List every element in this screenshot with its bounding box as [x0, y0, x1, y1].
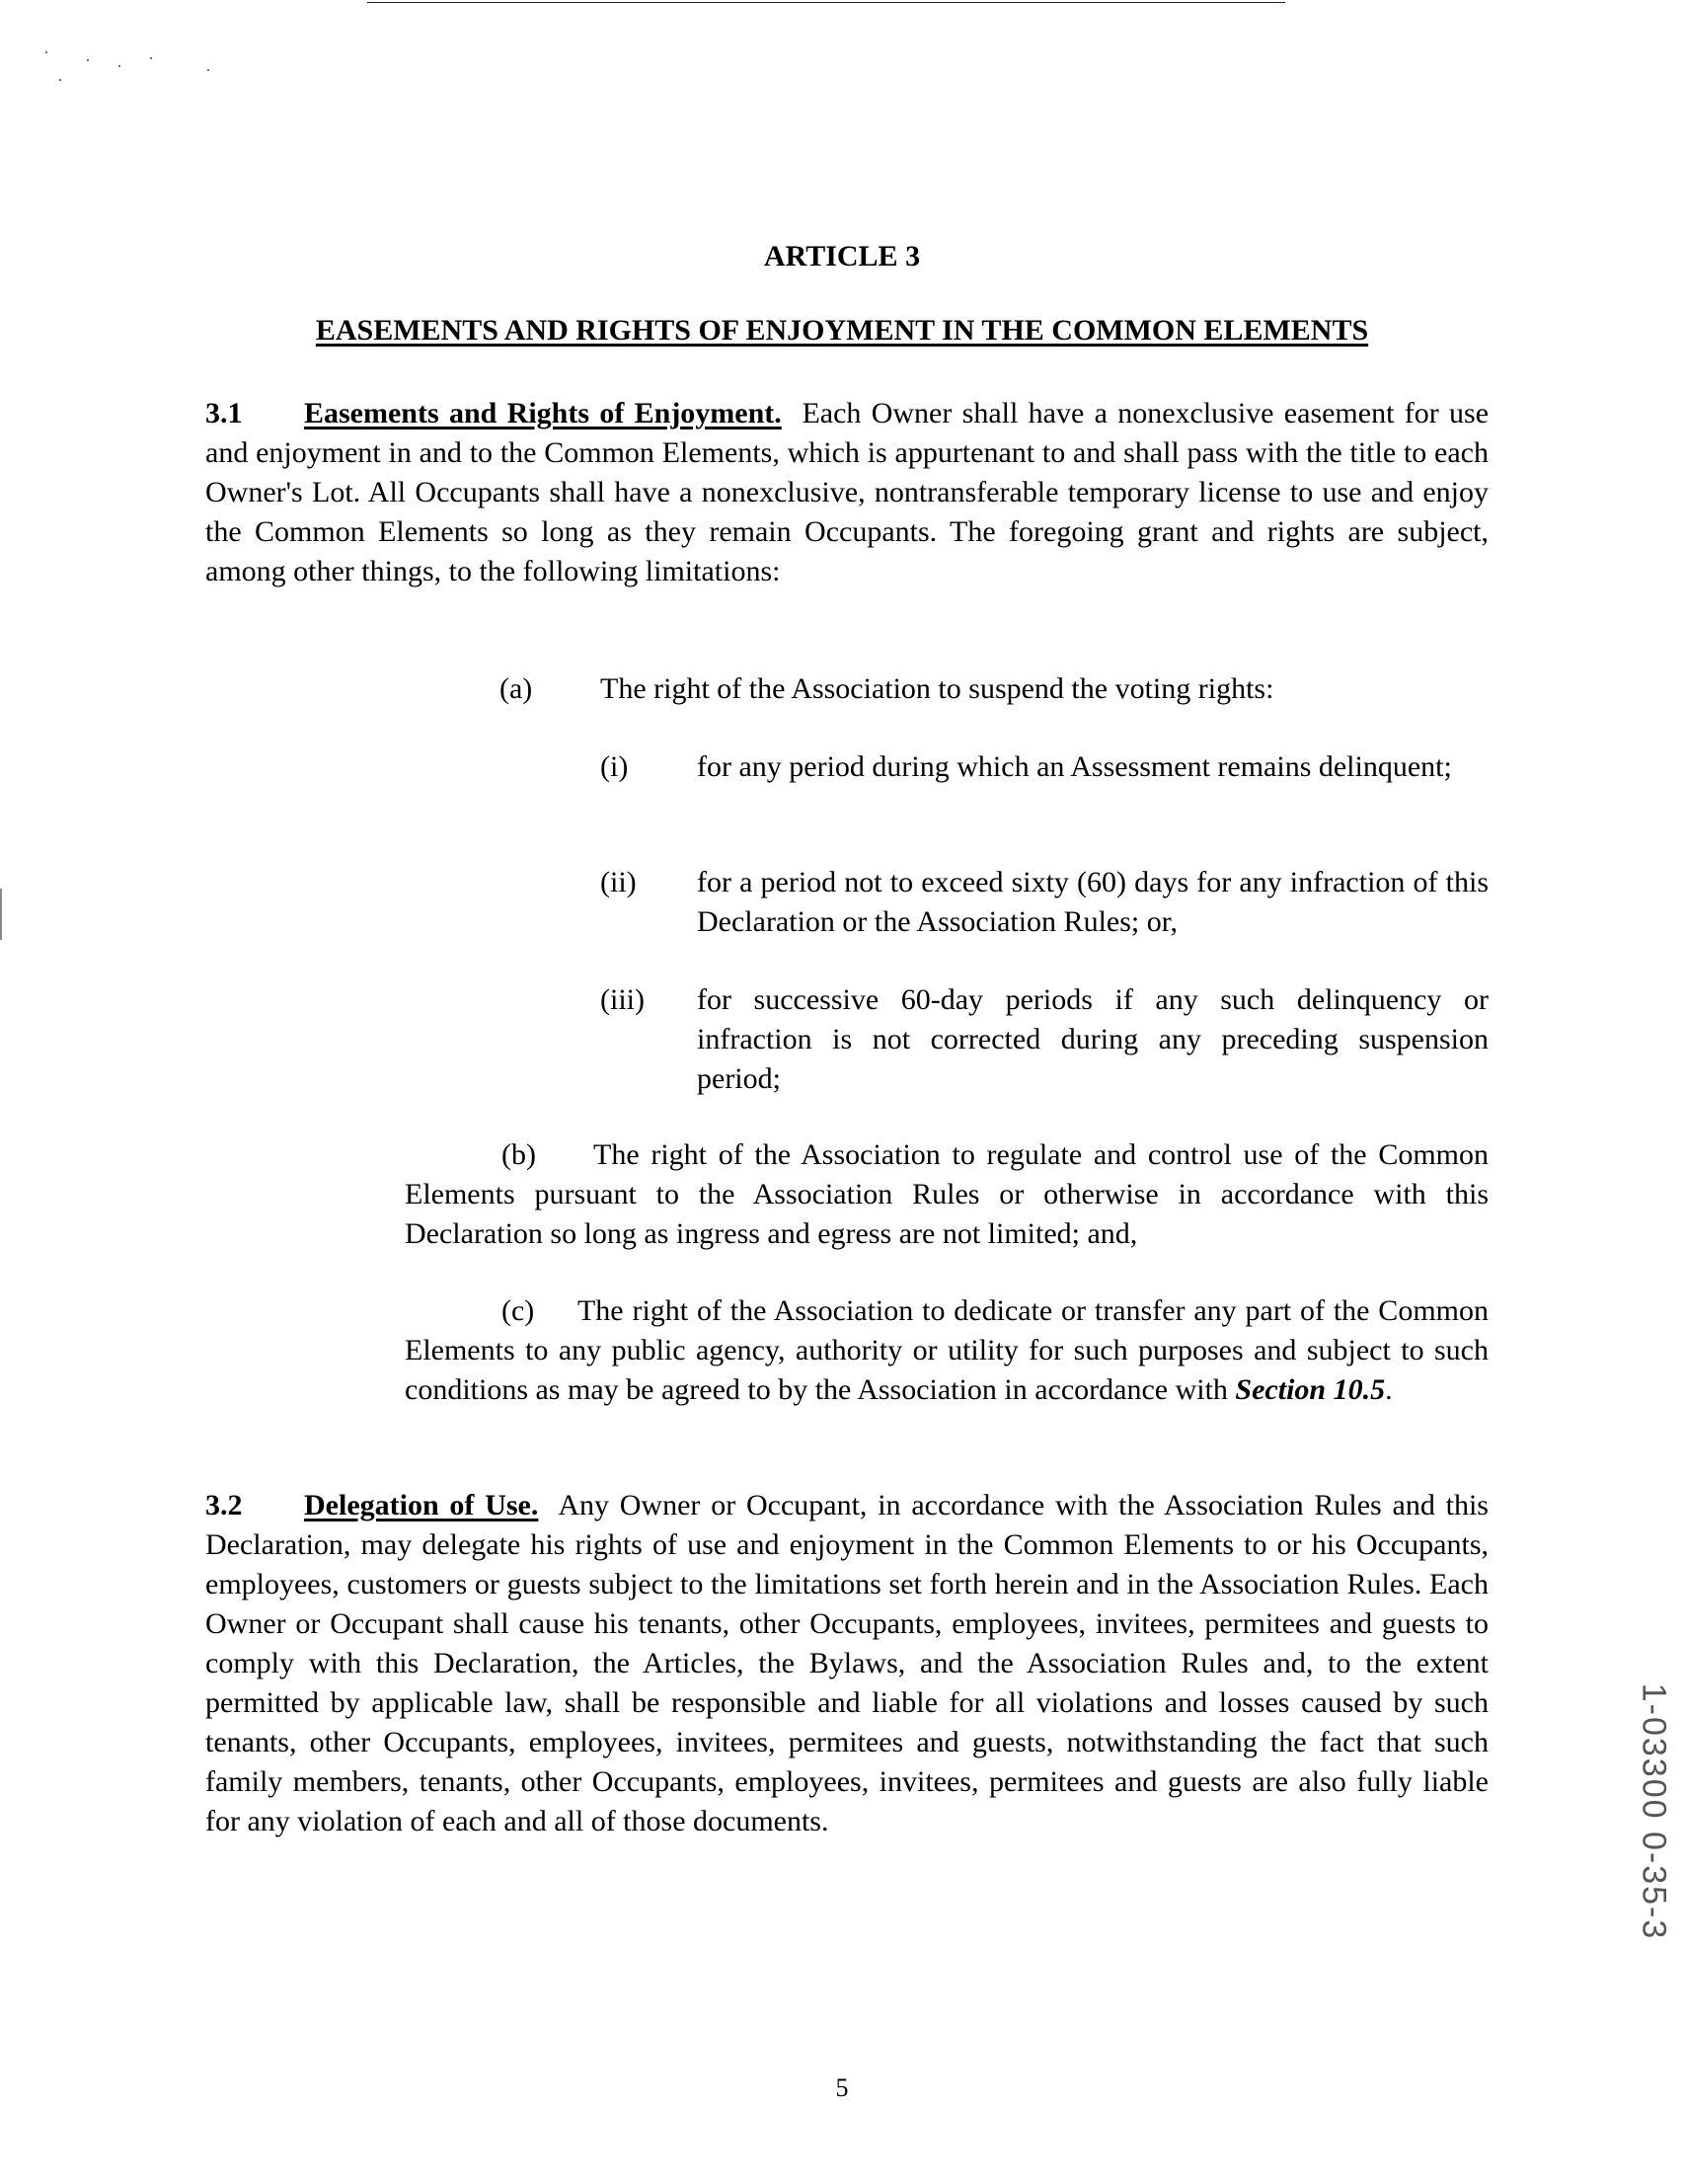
section-3-1-title-period: . [774, 397, 782, 429]
top-scan-rule [367, 2, 1285, 3]
item-c-label: (c) [501, 1294, 535, 1327]
item-c-text-end: . [1385, 1373, 1393, 1406]
item-c [405, 1291, 1489, 1410]
section-3-2-title: Delegation of Use [304, 1489, 531, 1521]
section-3-2-body: Any Owner or Occupant, in accordance with the Association Rules and this Declaration, may delegate his rights of use and enjoyment in the Common Elements to or his Occupants, employees, customers or guests subject to the limitations set forth herein and in the Association Rules. Each Owner or Occupant shall cause his tenants, other Occupants, employees, invitees, permitees and guests to comply with this Declaration, the Articles, the Bylaws, and the Association Rules and, to the extent permitted by applicable law, shall be responsible and liable for all violations and losses caused by such tenants, other Occupants, employees, invitees, permitees and guests, notwithstanding the fact that such family members, tenants, other Occupants, employees, invitees, permitees and guests are also fully liable for any violation of each and all of those documents. [205, 1489, 1489, 1837]
subitem-ii-label: (ii) [600, 866, 637, 898]
item-b-label: (b) [501, 1138, 536, 1171]
left-edge-scan-mark [0, 889, 2, 940]
item-b [405, 1135, 1489, 1254]
subitem-iii-text: for successive 60-day periods if any such delinquency or infraction is not corrected during any preceding suspension period; [697, 983, 1489, 1095]
subitem-iii-label: (iii) [600, 983, 645, 1016]
subitem-i-label: (i) [600, 750, 629, 783]
item-c-section-reference: Section 10.5 [1235, 1373, 1386, 1406]
margin-stamp [1634, 1585, 1673, 2039]
subitem-i-text: for any period during which an Assessment remains delinquent; [697, 750, 1452, 783]
section-3-2-paragraph [205, 1486, 1489, 1841]
section-3-2-title-period: . [530, 1489, 539, 1521]
item-a-text: The right of the Association to suspend the voting rights: [600, 672, 1274, 705]
article-number-heading: ARTICLE 3 [763, 240, 921, 273]
article-title-heading: EASEMENTS AND RIGHTS OF ENJOYMENT IN THE COMMON ELEMENTS [315, 314, 1369, 347]
item-b-text: The right of the Association to regulate and control use of the Common Elements pursuant to the Association Rules or otherwise in accordance with this Declaration so long as ingress and egress are not limited; and, [405, 1138, 1489, 1250]
section-3-1-body: Each Owner shall have a nonexclusive easement for use and enjoyment in and to the Common Elements, which is appurtenant to and shall pass with the title to each Owner's Lot. All Occupants shall have a nonexclusive, nontransferable temporary license to use and enjoy the Common Elements so long as they remain Occupants. The foregoing grant and rights are subject, among other things, to the following limitations: [205, 397, 1490, 587]
section-3-1-title: Easements and Rights of Enjoyment [304, 397, 775, 429]
item-c-text: The right of the Association to dedicate or transfer any part of the Common Elements to any public agency, authority or utility for such purposes and subject to such conditions as may be agreed to by the Association in accordance with [405, 1294, 1489, 1406]
page-number: 5 [835, 2073, 849, 2102]
section-3-1-number: 3.1 [205, 397, 243, 429]
section-3-2-number: 3.2 [205, 1489, 243, 1521]
item-a-label: (a) [499, 672, 533, 705]
margin-stamp-text: 1-03300 0-35-3 [1635, 1682, 1673, 1941]
section-3-1-paragraph [205, 394, 1489, 591]
subitem-ii-text: for a period not to exceed sixty (60) days for any infraction of this Declaration or the Association Rules; or, [697, 866, 1489, 938]
